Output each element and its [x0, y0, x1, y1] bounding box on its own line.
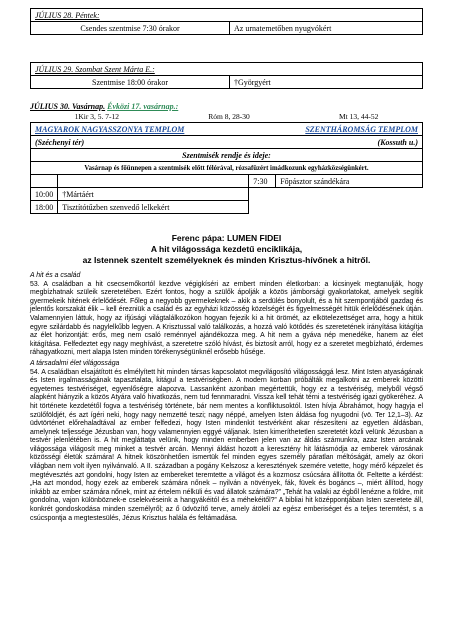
saturday-header: JÚLIUS 29. Szombat Szent Márta E.: [31, 63, 423, 76]
saturday-mass-time: Szentmise 18:00 órakor [31, 76, 230, 89]
right-mass-intention: Főpásztor szándékára [276, 175, 423, 188]
section-heading: A hit és a család [30, 272, 81, 279]
mass-intention: Tisztítótűzben szenvedő lelkekért [58, 201, 249, 214]
church-right: SZENTHÁROMSÁG TEMPLOM [249, 123, 423, 136]
friday-mass-intention: Az urnatemetőben nyugvókért [230, 22, 423, 35]
article-heading-3: az Istennek szentelt személyeknek és minden Krisztus-hívőnek a hitről. [82, 255, 371, 265]
saturday-box [30, 62, 423, 89]
sunday-subtitle: Évközi 17. vasárnap.: [107, 102, 179, 111]
reading-gospel: Mt 13, 44-52 [338, 112, 379, 121]
church-left: MAGYAROK NAGYASSZONYA TEMPLOM [31, 123, 249, 136]
sunday-note: Vasárnap és főünnepen a szentmisék előtt félórával, rózsafüzért imádkozunk egyházközségünkért. [31, 162, 423, 175]
right-mass-time: 7:30 [249, 175, 276, 188]
mass-time: 10:00 [31, 188, 58, 201]
article-heading-1: Ferenc pápa: LUMEN FIDEI [171, 233, 282, 243]
sunday-box [30, 122, 423, 214]
mass-time: 18:00 [31, 201, 58, 214]
paragraph-54: 54. A családban elsajátított és elmélyített hit minden társas kapcsolatot megvilágosító világossággá lesz. Mint Isten atyaságának és Isten irgalmasságának tapasztalata, kitágul a testvériségben. A modern korban próbálták megalkotni az emberek közötti egyetemes testvériséget, egyenlőségre alapozva. Lassanként azonban megértettük, hogy ez a testvériség, melyből végső alapként hiányzik a közös Atyára való hivatkozás, nem tud fennmaradni. Vissza kell tehát térni a testvériség igazi gyökeréhez. A hit története kezdetétől fogva a testvériség története, bár nem mentes a konfliktusoktól. Isten hívja Ábrahámot, hogy hagyja el szülőföldjét, és azt ígéri neki, hogy nagy nemzetté teszi; nagy néppé, amelyen Isten áldása fog nyugodni (vö. Ter 12,1–3). Az üdvtörténet előrehaladtával az ember felfedezi, hogy Isten mindenkit testvérként akar részesíteni az egyetlen áldásban, amelynek teljessége Jézusban van, hogy valamennyien eggyé váljanak. Isten kimeríthetetlen szeretetét közli velünk Jézusban a testvér jelenlétében is. A hit megláttatja velünk, hogy minden emberben jelen van az áldás számunkra, azaz Isten arcának világossága világosít meg minket a testvér arcán. Mennyi áldást hozott a keresztény hit látásmódja az emberek városának közösségi életük számára! A hitnek köszönhetően ismertük fel minden egyes személy páratlan méltóságát, amely az ókori világban nem volt ilyen nyilvánvaló. A II. században a pogány Kelszosz a keresztények szemére vetette, hogy mérő képzelet és megtévesztés azt gondolni, hogy Isten az embereket teremtette a világot és a kozmosz csúcsára állította őt. Feltette a kérdést: „Ha azt mondod, hogy ezek az emberek számára nőnek – nyilván a növények, fák, füvek és bogáncs –, miért állítod, hogy inkább az ember számára nőnek, mint az értelem nélküli és vad állatok számára?” „Tehát ha valaki az égből lenézne a földre, mit gondolna, vajon különböznek-e cselekvéseink a hangyákéitól és a méhekéitől?” A bibliai hit középpontjában Isten szeretete áll, konkrét gondoskodása minden személyről; az ő üdvözítő terve, amely átöleli az egész emberiséget és a teljes teremtést, s a csúcspontja a megtestesülés, Jézus Krisztus halála és feltámadása. [30, 368, 423, 522]
friday-box [30, 8, 423, 35]
sunday-title-line [30, 102, 423, 112]
friday-header: JÚLIUS 28. Péntek: [31, 9, 423, 22]
sunday-title: JÚLIUS 30. Vasárnap. [30, 102, 106, 111]
reading-first: 1Kir 3, 5. 7-12 [74, 112, 119, 121]
article-body [30, 270, 423, 523]
friday-mass-time: Csendes szentmise 7:30 órakor [31, 22, 230, 35]
article-headline [30, 233, 423, 266]
section-heading: A társadalmi élet világossága [30, 359, 120, 367]
reading-second: Róm 8, 28-30 [208, 112, 250, 121]
order-title: Szentmisék rendje és ideje: [31, 149, 423, 162]
paragraph-53: 53. A családban a hit csecsemőkortól kezdve végigkíséri az embert minden életkorban: a kicsinyek megtanulják, hogy megbízhatnak szüleik szeretetében. Ezért fontos, hogy a szülők ápolják a közös jámborsági gyakorlatokat, amelyek segítik gyermekeik hitének érlelődését. Főleg a negyobb gyermekeknek – akik a serdülés bonyolult, és a hit szempontjából gazdag és jelentős korszakát élik – kell érezniük a család és az egyházi közösség közelségét és figyelmességét hitük érlelődésének útján. Valamennyien láttuk, hogy az ifjúsági világtalálkozókon hogyan fejezik ki a hit örömét, az elkötelezettséget arra, hogy a hitük egyre szilárdabb és nagylelkűbb legyen. A Krisztussal való találkozás, a hozzá való kötődés és szeretetének irányítása kitágítja az élet horizontját: erős, meg nem csaló reménnyel ajándékozza meg. A hit nem a gyáva nép menedéke, hanem az élet kitágítása. Felfedeztet egy nagy meghívást, a szeretetre szóló hívást, és biztosít arról, hogy ez a szeretet megbízható, érdemes ráhagyatkozni, mert alapja Isten minden törékenységünknél erősebb hűsége. [30, 280, 423, 357]
place-left: (Széchenyi tér) [31, 136, 249, 149]
mass-intention: †Mártáért [58, 188, 249, 201]
readings [30, 112, 423, 121]
saturday-mass-intention: †Györgyért [230, 76, 423, 89]
place-right: (Kossuth u.) [249, 136, 423, 149]
article-heading-2: A hit világossága kezdetű enciklikája, [150, 244, 303, 254]
